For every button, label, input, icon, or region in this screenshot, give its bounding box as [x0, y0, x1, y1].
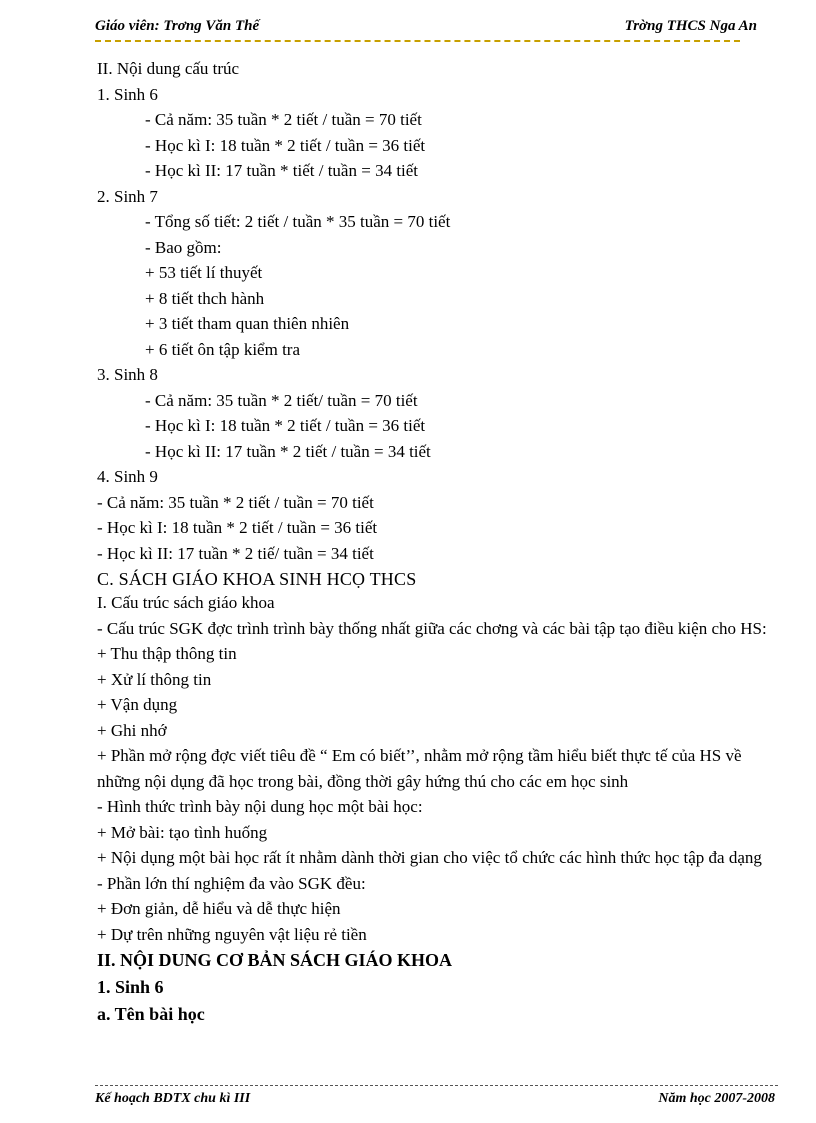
- text-line: - Cả năm: 35 tuần * 2 tiết / tuần = 70 tiết: [97, 492, 374, 512]
- text-line: + Ghi nhớ: [97, 720, 167, 740]
- text-line: + 8 tiết thch hành: [145, 288, 265, 308]
- subsection-heading: 2. Sinh 7: [97, 186, 158, 206]
- subsection-heading: 4. Sinh 9: [97, 467, 158, 486]
- page-header: [95, 18, 757, 40]
- section-heading: II. Nội dung cấu trúc: [97, 59, 240, 78]
- chapter-heading: C. SÁCH GIÁO KHOA SINH HCỌ THCS: [97, 569, 417, 589]
- bold-subsection-heading: 1. Sinh 6: [97, 977, 164, 997]
- section-heading: I. Cấu trúc sách giáo khoa: [97, 593, 275, 612]
- text-line: + Đơn giản, dễ hiểu và dễ thực hiện: [97, 899, 341, 918]
- text-line: + Xử lí thông tin: [97, 669, 212, 689]
- subsection-heading: 3. Sinh 8: [97, 365, 158, 384]
- header-divider: [95, 40, 740, 42]
- text-line: - Học kì I: 18 tuần * 2 tiết / tuần = 36 tiết: [145, 416, 426, 435]
- text-line: - Bao gồm:: [145, 237, 222, 257]
- text-line: - Cả năm: 35 tuần * 2 tiết / tuần = 70 tiết: [145, 110, 422, 129]
- text-line: - Học kì II: 17 tuần * 2 tiết / tuần = 34 tiết: [145, 441, 431, 461]
- text-line: + Mở bài: tạo tình huống: [97, 822, 268, 842]
- page-footer: [95, 1091, 775, 1111]
- text-line: + Dự trên những nguyên vật liệu rẻ tiền: [97, 924, 367, 944]
- text-line: + Thu thập thông tin: [97, 644, 237, 663]
- paragraph: - Cấu trúc SGK đợc trình trình bày thống nhất giữa các chơng và các bài tập tạo điều kiện cho HS:: [97, 618, 767, 638]
- text-line: + 3 tiết tham quan thiên nhiên: [145, 314, 350, 333]
- paragraph: + Phần mở rộng đợc viết tiêu đề “ Em có biết’’, nhằm mở rộng tầm hiểu biết thực tế của HS về những nội dụng đã học trong bài, đồng thời gây hứng thú cho các em học sinh: [97, 746, 742, 791]
- text-line: - Học kì I: 18 tuần * 2 tiết / tuần = 36 tiết: [145, 135, 426, 155]
- footer-year: Năm học 2007-2008: [658, 1091, 775, 1106]
- footer-divider: [95, 1085, 778, 1086]
- text-line: - Phần lớn thí nghiệm đa vào SGK đều:: [97, 873, 366, 893]
- text-line: + 6 tiết ôn tập kiểm tra: [145, 339, 300, 359]
- text-line: + 53 tiết lí thuyết: [145, 263, 263, 282]
- document-body: [97, 56, 777, 1028]
- text-line: - Học kì I: 18 tuần * 2 tiết / tuần = 36 tiết: [97, 518, 378, 537]
- text-line: - Cả năm: 35 tuần * 2 tiết/ tuần = 70 tiết: [145, 390, 418, 410]
- text-line: + Vận dụng: [97, 695, 178, 714]
- text-line: - Học kì II: 17 tuần * tiết / tuần = 34 tiết: [145, 161, 419, 180]
- bold-section-heading: II. NỘI DUNG CƠ BẢN SÁCH GIÁO KHOA: [97, 950, 453, 970]
- text-line: - Học kì II: 17 tuần * 2 tiế/ tuần = 34 tiết: [97, 543, 374, 563]
- bold-subsection-heading: a. Tên bài học: [97, 1004, 205, 1024]
- header-teacher: Giáo viên: Trơng Văn Thế: [95, 18, 260, 34]
- subsection-heading: 1. Sinh 6: [97, 84, 158, 104]
- text-line: - Hình thức trình bày nội dung học một bài học:: [97, 797, 423, 816]
- text-line: - Tổng số tiết: 2 tiết / tuần * 35 tuần = 70 tiết: [145, 212, 451, 231]
- paragraph: + Nội dụng một bài học rất ít nhằm dành thời gian cho việc tổ chức các hình thức học tập đa dạng: [97, 848, 762, 867]
- header-school: Trờng THCS Nga An: [624, 18, 757, 34]
- footer-plan: Kế hoạch BDTX chu kì III: [95, 1091, 251, 1106]
